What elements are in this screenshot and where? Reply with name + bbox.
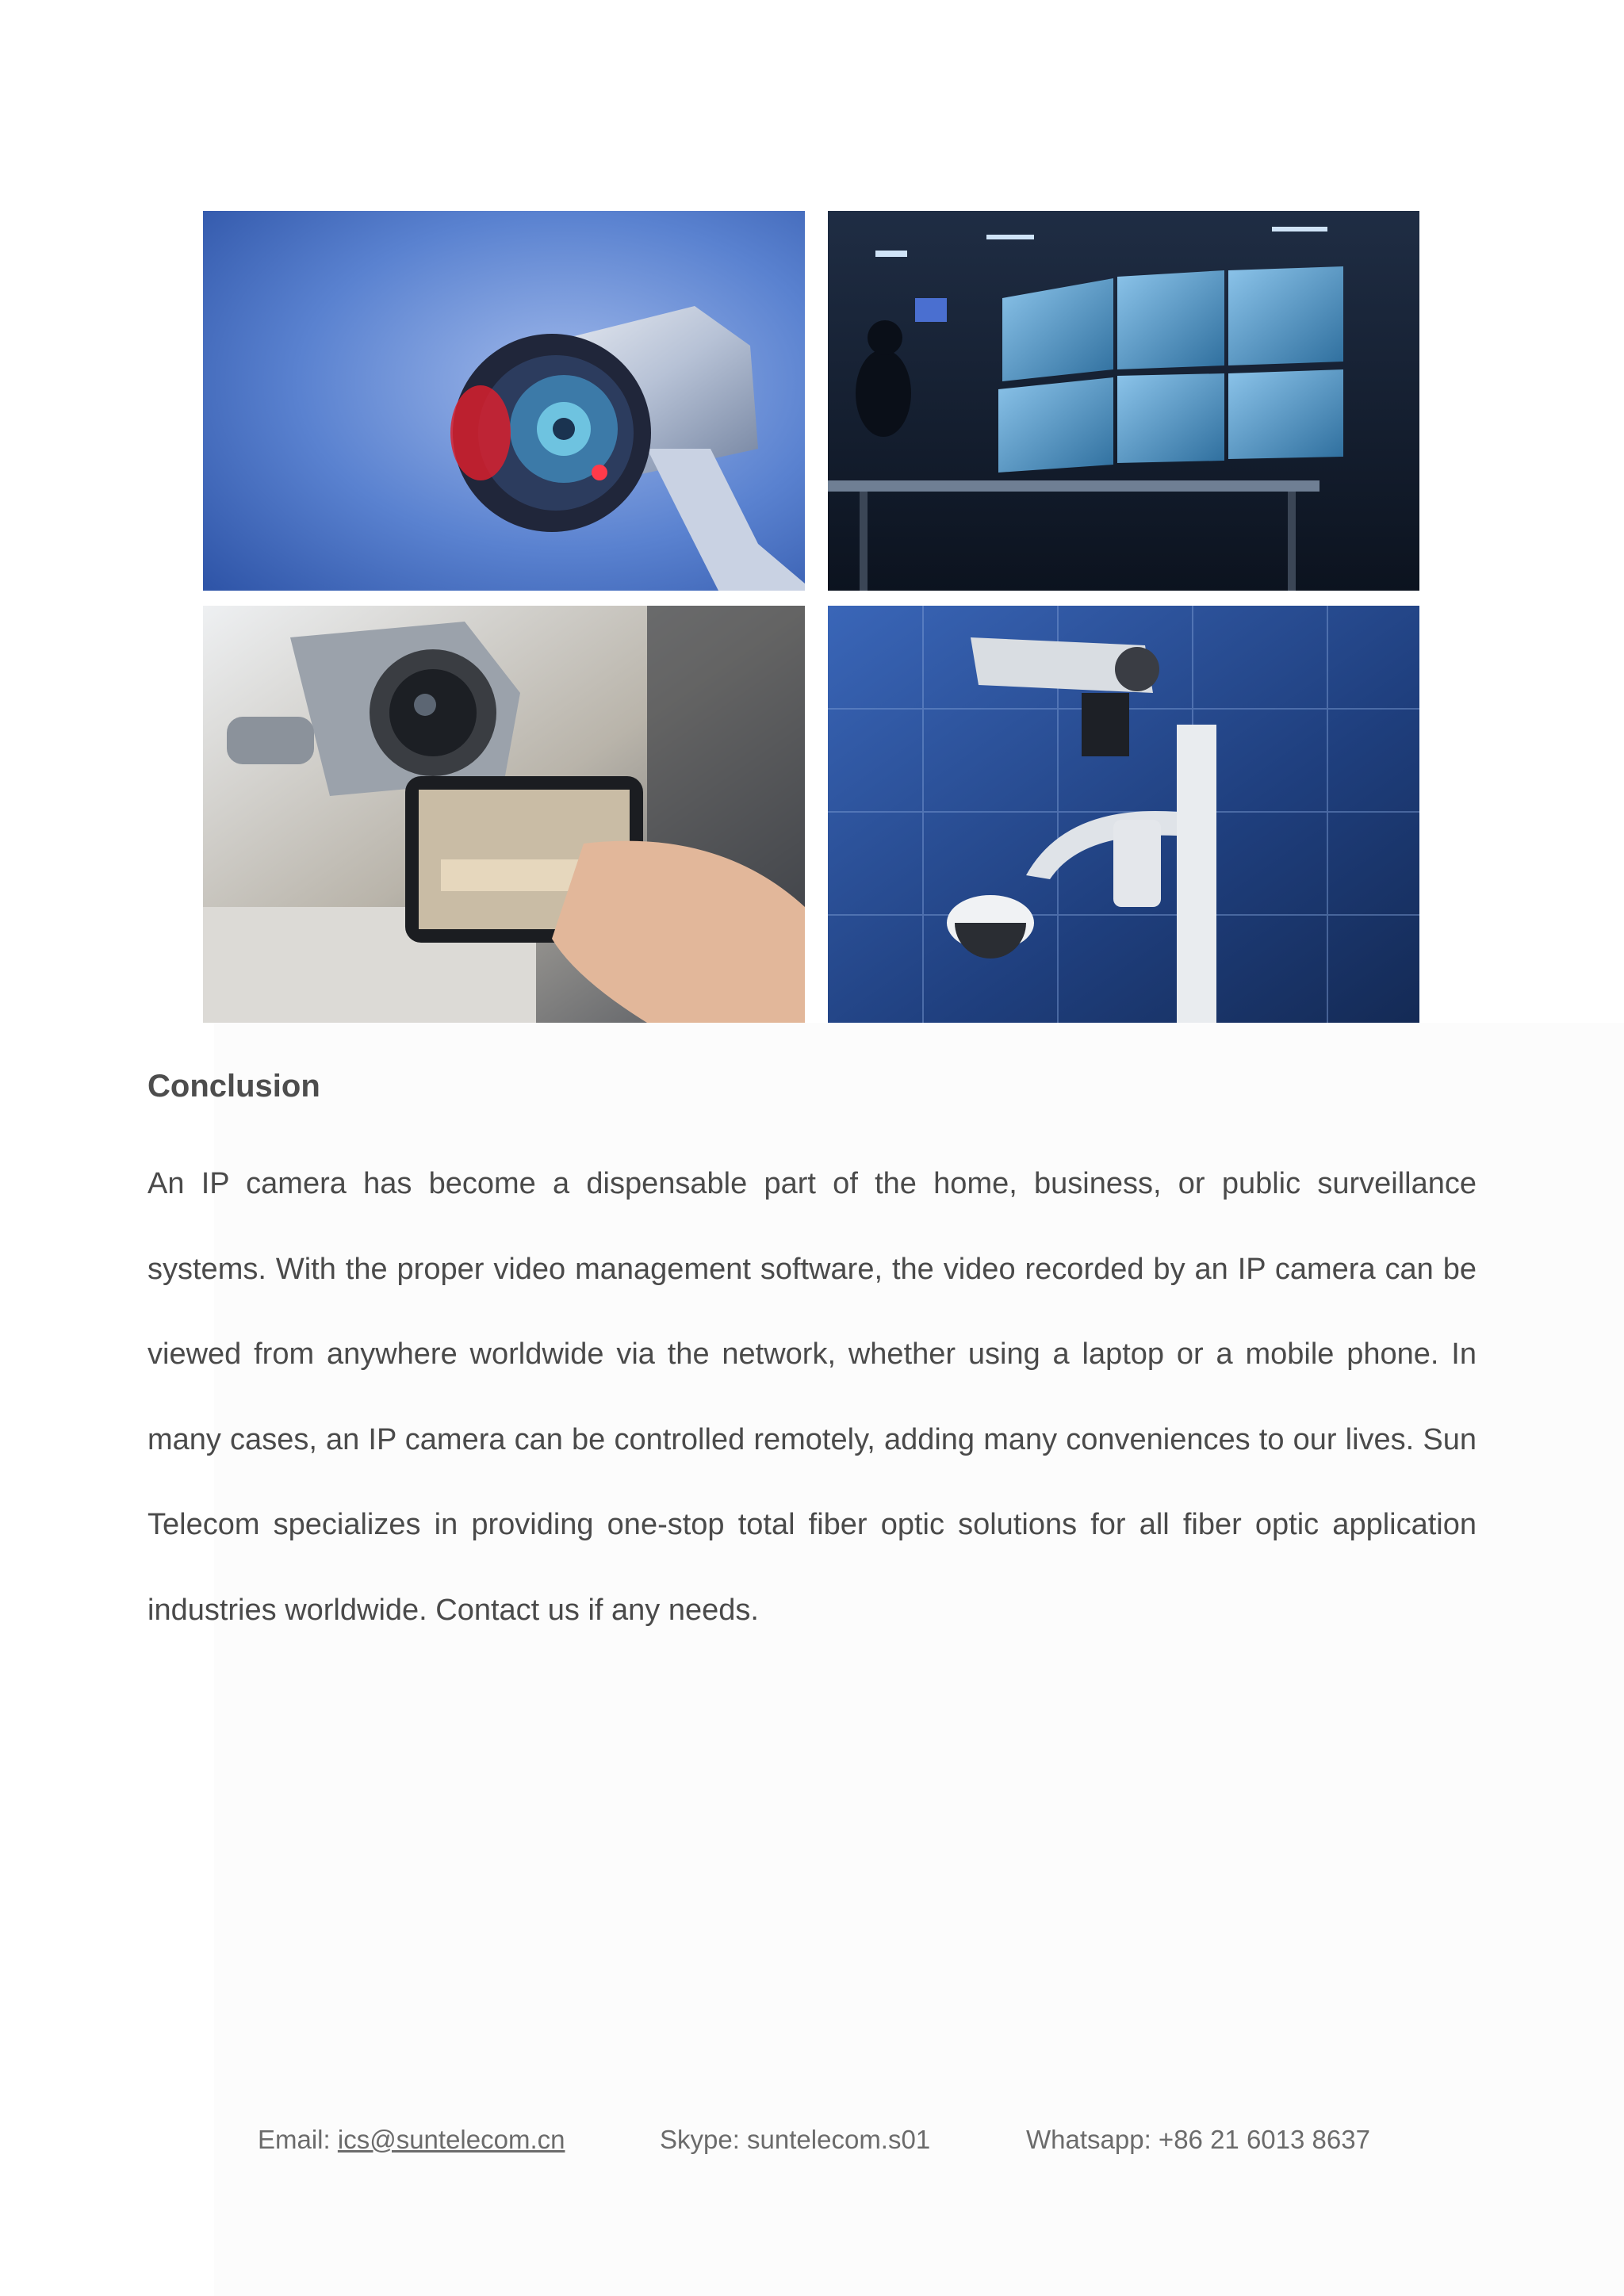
footer-email xyxy=(258,2125,565,2155)
photo-monitoring-room xyxy=(828,211,1419,591)
email-link[interactable]: ics@suntelecom.cn xyxy=(337,2125,565,2154)
section-heading: Conclusion xyxy=(147,1069,320,1104)
conclusion-paragraph: An IP camera has become a dispensable part of the home, business, or public surveillance systems. With the proper video management software, the video recorded by an IP camera can be viewed from anywhere worldwide via the network, whether using a laptop or a mobile phone. In many cases, an IP camera can be controlled remotely, adding many conveniences to our lives. Sun Telecom specializes in providing one-stop total fiber optic solutions for all fiber optic application industries worldwide. Contact us if any needs. xyxy=(147,1167,1477,1627)
footer-whatsapp: Whatsapp: +86 21 6013 8637 xyxy=(1026,2125,1370,2154)
footer-skype: Skype: suntelecom.s01 xyxy=(660,2125,931,2154)
contact-footer xyxy=(0,2125,1624,2164)
photo-dome-camera-pole xyxy=(828,606,1419,1023)
email-label: Email: xyxy=(258,2125,338,2154)
photo-camera-phone xyxy=(203,606,805,1023)
photo-bullet-camera xyxy=(203,211,805,591)
